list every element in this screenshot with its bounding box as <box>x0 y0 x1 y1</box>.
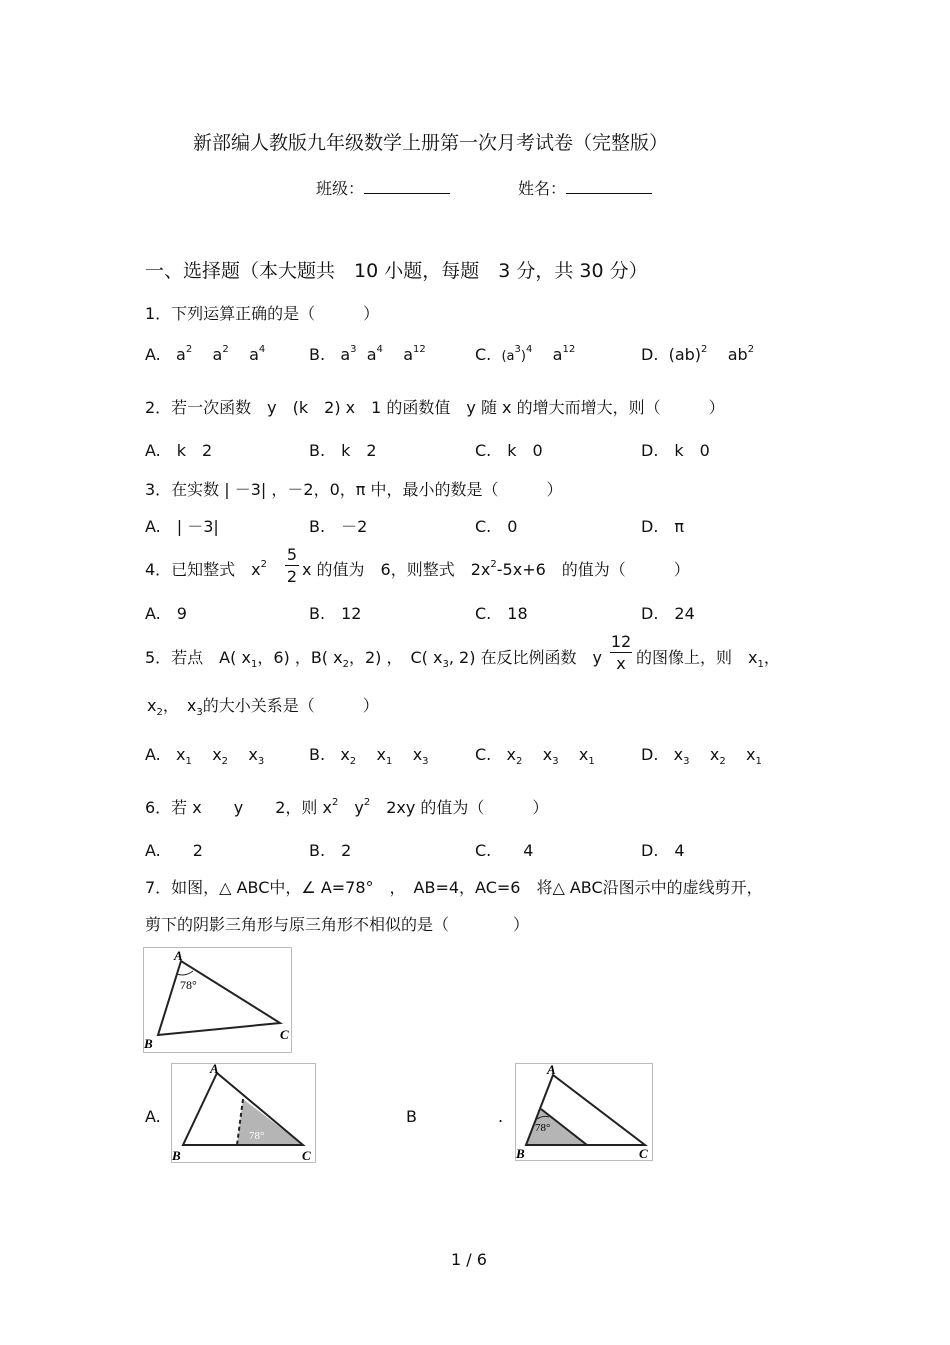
q4-option-b: B. 12 <box>309 604 362 623</box>
q3-option-b: B. －2 <box>309 517 368 536</box>
q5-option-c: C. $x_2$ $x_3$ $x_1$ <box>475 745 595 767</box>
q4-stem-part2: x 的值为 6，则整式 $2x^2-5x+6$ 的值为（ ） <box>302 559 690 579</box>
shaded-triangle <box>237 1099 303 1145</box>
q1-option-c: C. $(a^3)^4$ $a^{12}$ <box>475 344 576 364</box>
q4-stem-part1: 4．已知整式 $x^2$ <box>145 559 268 579</box>
svg-text:B: B <box>516 1146 525 1161</box>
q7-stem-line1: 7．如图，△ ABC中，∠ A=78° ， AB=4，AC=6 将△ ABC沿图示中的虚线剪开， <box>145 878 763 897</box>
triangle-figure <box>143 947 292 1053</box>
class-field <box>316 176 450 199</box>
q6-option-b: B. 2 <box>309 841 352 860</box>
q5-option-b: B. $x_2$ $x_1$ $x_3$ <box>309 745 429 767</box>
q2-option-b: B. k 2 <box>309 441 377 460</box>
q7-option-b-figure <box>515 1063 653 1161</box>
fraction-bar <box>610 652 632 653</box>
svg-text:A: A <box>547 1063 556 1077</box>
name-label: 姓名： <box>518 179 567 198</box>
q7-option-b-dot: . <box>498 1107 504 1126</box>
q3-option-c: C. 0 <box>475 517 518 536</box>
q2-option-a: A. k 2 <box>145 441 213 460</box>
q5-option-a: A. $x_1$ $x_2$ $x_3$ <box>145 745 265 767</box>
q5-stem-line2: $x_2$， $x_3$的大小关系是（ ） <box>147 696 379 718</box>
svg-text:C: C <box>302 1148 311 1163</box>
class-label: 班级： <box>316 179 365 198</box>
q7-stem-line2: 剪下的阴影三角形与原三角形不相似的是（ ） <box>145 915 530 934</box>
q5-fraction: 12 x <box>610 632 632 673</box>
q1-option-a: A. $a^2$ $a^2$ $a^4$ <box>145 344 266 364</box>
q5-stem-part1: 5．若点 A( $x_1$，6) ，B( $x_2$，2) ， C( $x_3$, 2) 在反比例函数 y <box>145 648 602 670</box>
q2-stem: 2．若一次函数 y (k 2) x 1 的函数值 y 随 x 的增大而增大，则（ ） <box>145 398 725 417</box>
q5-stem-part2: 的图像上，则 $x_1$， <box>636 648 780 670</box>
q7-option-a-label: A. <box>145 1107 161 1126</box>
q7-option-a-figure <box>171 1063 316 1163</box>
fraction-bar <box>285 565 299 566</box>
section-heading: 一、选择题（本大题共 10 小题，每题 3 分，共 30 分） <box>145 260 648 282</box>
vertex-b-label: B <box>144 1036 153 1051</box>
page-number: 1 / 6 <box>451 1250 487 1269</box>
q1-stem: 1．下列运算正确的是（ ） <box>145 304 380 323</box>
vertex-c-label: C <box>280 1027 289 1042</box>
svg-text:78°: 78° <box>249 1130 265 1142</box>
svg-text:B: B <box>172 1148 181 1163</box>
svg-text:A: A <box>210 1063 219 1076</box>
q4-fraction: 5 2 <box>286 545 298 586</box>
q4-option-c: C. 18 <box>475 604 528 623</box>
angle-label: 78° <box>180 978 197 992</box>
q6-stem: 6．若 x y 2，则 $x^2$ $y^2$ 2xy 的值为（ ） <box>145 797 549 817</box>
q3-option-a: A. | －3| <box>145 517 219 536</box>
q3-option-d: D. π <box>641 517 685 536</box>
q3-stem: 3．在实数 | －3| ，－2，0，π 中，最小的数是（ ） <box>145 480 563 499</box>
svg-text:78°: 78° <box>535 1122 551 1134</box>
q2-option-d: D. k 0 <box>641 441 710 460</box>
name-field <box>518 176 652 199</box>
q6-option-d: D. 4 <box>641 841 685 860</box>
q2-option-c: C. k 0 <box>475 441 543 460</box>
q1-option-b: B. $a^3$ $a^4$ $a^{12}$ <box>309 344 426 364</box>
q5-option-d: D. $x_3$ $x_2$ $x_1$ <box>641 745 762 767</box>
q4-option-d: D. 24 <box>641 604 695 623</box>
q4-option-a: A. 9 <box>145 604 187 623</box>
vertex-a-label: A <box>174 948 183 963</box>
q6-option-c: C. 4 <box>475 841 534 860</box>
q1-option-d: D. (ab)$^2$ $ab^2$ <box>641 344 755 364</box>
q7-option-b-label: B <box>406 1107 417 1126</box>
class-blank <box>364 177 450 194</box>
svg-text:C: C <box>639 1146 648 1161</box>
q6-option-a: A. 2 <box>145 841 203 860</box>
page-title: 新部编人教版九年级数学上册第一次月考试卷（完整版） <box>193 132 669 154</box>
name-blank <box>566 177 652 194</box>
